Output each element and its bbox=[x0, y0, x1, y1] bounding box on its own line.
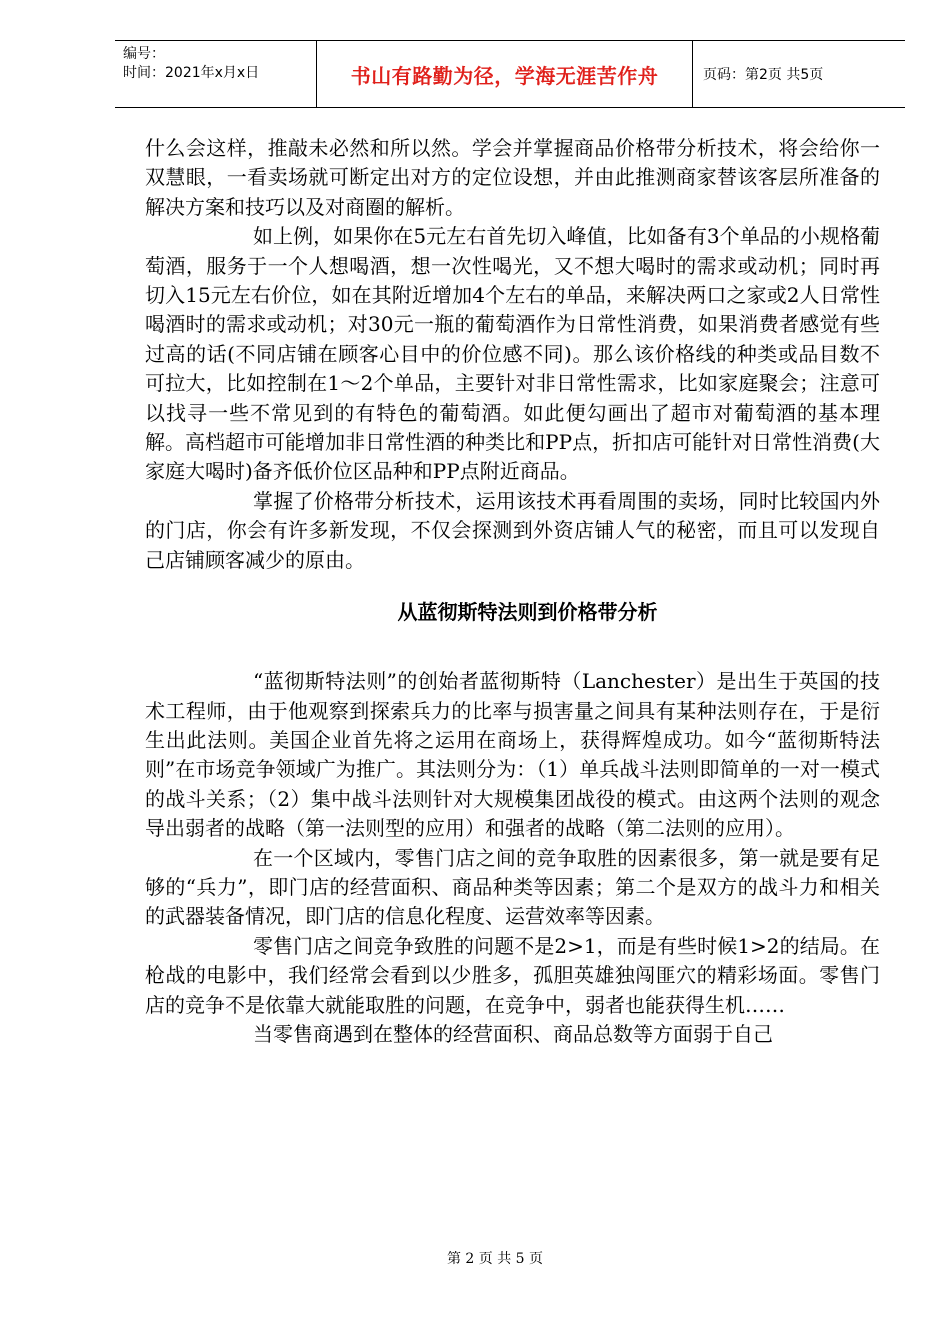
paragraph: 当零售商遇到在整体的经营面积、商品总数等方面弱于自己 bbox=[253, 1021, 773, 1046]
paragraph: 什么会这样，推敲未必然和所以然。学会并掌握商品价格带分析技术，将会给你一双慧眼，一看卖场就可断定出对方的定位设想，并由此推测商家替该客层所准备的解决方案和技巧以及对商圈的解析。 bbox=[145, 136, 880, 219]
header-motto: 书山有路勤为径，学海无涯苦作舟 bbox=[317, 41, 693, 107]
page-footer: 第 2 页 共 5 页 bbox=[446, 1251, 544, 1267]
header-meta bbox=[115, 41, 317, 107]
paragraph: 掌握了价格带分析技术，运用该技术再看周围的卖场，同时比较国内外的门店，你会有许多新发现，不仅会探测到外资店铺人气的秘密，而且可以发现自己店铺顾客减少的原由。 bbox=[145, 488, 880, 572]
document-number-label: 编号： bbox=[123, 46, 165, 62]
page-header bbox=[115, 40, 905, 108]
document-body bbox=[145, 134, 880, 1049]
paragraph: 如上例，如果你在5元左右首先切入峰值，比如备有3个单品的小规格葡萄酒，服务于一个人想喝酒，想一次性喝光，又不想大喝时的需求或动机；同时再切入15元左右价位，如在其附近增加4个左右的单品，来解决两口之家或2人日常性喝酒时的需求或动机；对30元一瓶的葡萄酒作为日常性消费，如果消费者感觉有些过高的话(不同店铺在顾客心目中的价位感不同)。那么该价格线的种类或品目数不可拉大，比如控制在1～2个单品，主要针对非日常性需求，比如家庭聚会；注意可以找寻一些不常见到的有特色的葡萄酒。如此便勾画出了超市对葡萄酒的基本理解。高档超市可能增加非日常性酒的种类比和PP点，折扣店可能针对日常性消费(大家庭大喝时)备齐低价位区品种和PP点附近商品。 bbox=[145, 224, 880, 484]
section-title: 从蓝彻斯特法则到价格带分析 bbox=[397, 600, 658, 625]
paragraph: 零售门店之间竞争致胜的问题不是2>1，而是有些时候1>2的结局。在枪战的电影中，我们经常会看到以少胜多，孤胆英雄独闯匪穴的精彩场面。零售门店的竞争不是依靠大就能取胜的问题，在竞争中，弱者也能获得生机…… bbox=[145, 933, 880, 1017]
paragraph: 在一个区域内，零售门店之间的竞争取胜的因素很多，第一就是要有足够的“兵力”，即门店的经营面积、商品种类等因素；第二个是双方的战斗力和相关的武器装备情况，即门店的信息化程度、运营效率等因素。 bbox=[145, 845, 880, 929]
header-page-info: 页码：第2页 共5页 bbox=[703, 67, 824, 83]
paragraph: “蓝彻斯特法则”的创始者蓝彻斯特（Lanchester）是出生于英国的技术工程师，由于他观察到探索兵力的比率与损害量之间具有某种法则存在，于是衍生出此法则。美国企业首先将之运用在商场上，获得辉煌成功。如今“蓝彻斯特法则”在市场竞争领域广为推广。其法则分为：（1）单兵战斗法则即简单的一对一模式的战斗关系；（2）集中战斗法则针对大规模集团战役的模式。由这两个法则的观念导出弱者的战略（第一法则型的应用）和强者的战略（第二法则的应用）。 bbox=[145, 669, 880, 841]
document-time: 时间：2021年x月x日 bbox=[123, 65, 260, 81]
